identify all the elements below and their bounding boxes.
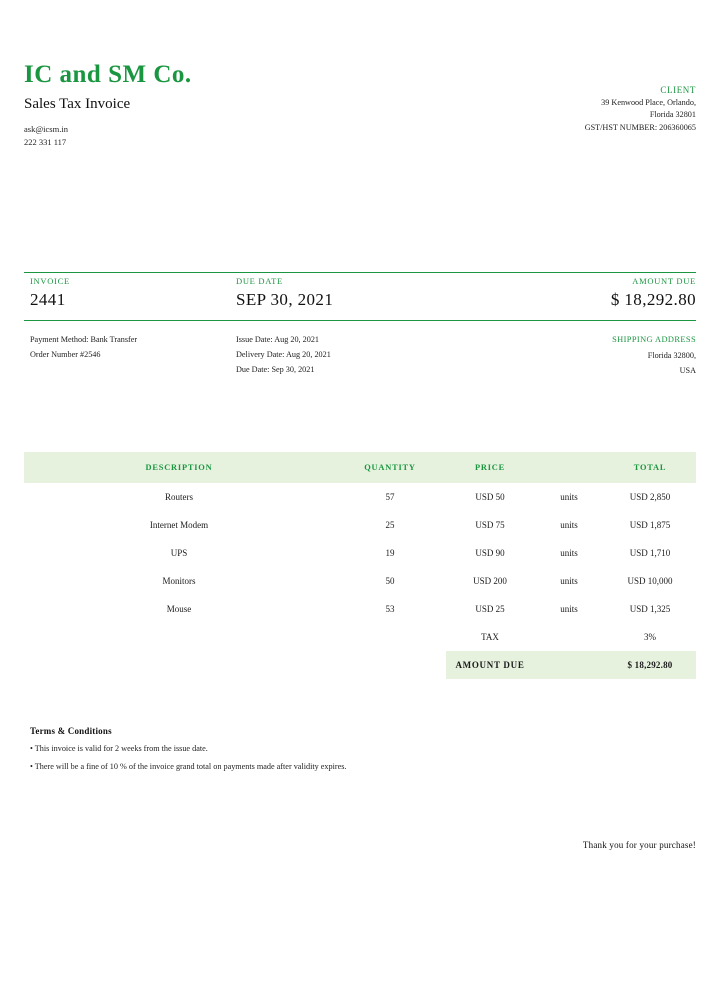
amount-due-spacer-description <box>24 651 334 679</box>
invoice-meta <box>24 332 696 402</box>
cell-quantity: 50 <box>385 576 395 586</box>
delivery-date: Delivery Date: Aug 20, 2021 <box>236 350 331 360</box>
cell-description: UPS <box>170 548 188 558</box>
thank-you-note: Thank you for your purchase! <box>582 840 696 850</box>
company-phone: 222 331 117 <box>24 137 67 148</box>
meta-shipping-block <box>612 332 696 378</box>
tax-spacer-quantity <box>334 623 446 651</box>
document-type: Sales Tax Invoice <box>24 96 131 112</box>
amount-due-table-label: AMOUNT DUE <box>446 651 534 679</box>
cell-price: USD 200 <box>473 576 507 586</box>
terms-title: Terms & Conditions <box>30 726 112 736</box>
invoice-number: 2441 <box>30 290 66 310</box>
cell-price: USD 75 <box>475 520 505 530</box>
cell-description: Internet Modem <box>149 520 209 530</box>
summary-amount-due <box>611 276 696 310</box>
summary-bottom-divider <box>24 320 696 321</box>
cell-quantity: 25 <box>385 520 395 530</box>
summary-top-divider <box>24 272 696 273</box>
table-row <box>24 539 696 567</box>
column-header-total: TOTAL <box>604 452 696 483</box>
table-row <box>24 595 696 623</box>
client-address-line-2: Florida 32801 <box>649 110 696 120</box>
shipping-address-line-1: Florida 32800, <box>647 350 696 360</box>
due-date: Due Date: Sep 30, 2021 <box>236 365 315 375</box>
cell-total: USD 10,000 <box>627 576 673 586</box>
cell-unit: units <box>560 604 578 614</box>
summary-due-date <box>236 276 333 310</box>
terms-line-1: • This invoice is valid for 2 weeks from the issue date. <box>30 744 208 753</box>
invoice-content <box>24 0 696 1000</box>
table-row <box>24 483 696 511</box>
cell-quantity: 19 <box>385 548 395 558</box>
summary-invoice <box>30 276 70 310</box>
invoice-header <box>24 62 696 172</box>
cell-total: USD 1,325 <box>629 604 671 614</box>
client-block <box>366 84 696 135</box>
column-header-unit <box>534 452 604 483</box>
table-row <box>24 511 696 539</box>
amount-due-value: $ 18,292.80 <box>610 290 696 310</box>
amount-due-spacer-unit <box>534 651 604 679</box>
table-row <box>24 567 696 595</box>
tax-value: 3% <box>644 632 656 642</box>
cell-total: USD 1,710 <box>629 548 671 558</box>
issue-date: Issue Date: Aug 20, 2021 <box>236 335 320 344</box>
cell-description: Monitors <box>162 576 196 586</box>
meta-dates-block <box>236 332 331 378</box>
shipping-address-title: SHIPPING ADDRESS <box>612 335 696 344</box>
order-number: Order Number #2546 <box>30 350 101 360</box>
column-header-price: PRICE <box>446 452 534 483</box>
cell-unit: units <box>560 492 578 502</box>
tax-row <box>24 623 696 651</box>
cell-description: Mouse <box>166 604 192 614</box>
cell-unit: units <box>560 548 578 558</box>
shipping-address-line-2: USA <box>679 365 696 375</box>
cell-total: USD 2,850 <box>629 492 671 502</box>
cell-price: USD 25 <box>475 604 505 614</box>
tax-label: TAX <box>481 632 499 642</box>
cell-price: USD 90 <box>475 548 505 558</box>
tax-spacer-description <box>24 623 334 651</box>
meta-payment-block <box>30 332 137 362</box>
cell-unit: units <box>560 520 578 530</box>
due-date-value: SEP 30, 2021 <box>236 290 334 310</box>
items-section <box>24 452 696 679</box>
cell-description: Routers <box>165 492 193 502</box>
items-table-body <box>24 483 696 679</box>
due-date-label: DUE DATE <box>236 276 283 286</box>
cell-quantity: 53 <box>385 604 395 614</box>
company-name: IC and SM Co. <box>24 61 192 88</box>
amount-due-row <box>24 651 696 679</box>
amount-due-spacer-quantity <box>334 651 446 679</box>
cell-quantity: 57 <box>385 492 395 502</box>
company-email: ask@icsm.in <box>24 124 68 134</box>
amount-due-table-value: $ 18,292.80 <box>604 651 696 679</box>
table-header-row <box>24 452 696 483</box>
column-header-description: DESCRIPTION <box>24 452 334 483</box>
column-header-quantity: QUANTITY <box>334 452 446 483</box>
cell-unit: units <box>560 576 578 586</box>
cell-price: USD 50 <box>475 492 505 502</box>
payment-method: Payment Method: Bank Transfer <box>30 335 138 344</box>
terms-line-2: • There will be a fine of 10 % of the invoice grand total on payments made after validity expires. <box>30 762 347 772</box>
terms-section <box>30 726 630 773</box>
client-gst-number: GST/HST NUMBER: 206360065 <box>584 123 696 132</box>
tax-spacer-unit <box>534 623 604 651</box>
client-title: CLIENT <box>660 85 696 95</box>
amount-due-label: AMOUNT DUE <box>632 276 696 286</box>
client-address-line-1: 39 Kenwood Place, Orlando, <box>601 97 696 107</box>
items-table <box>24 452 696 679</box>
invoice-label: INVOICE <box>30 276 70 286</box>
invoice-summary <box>24 276 696 320</box>
cell-total: USD 1,875 <box>629 520 671 530</box>
